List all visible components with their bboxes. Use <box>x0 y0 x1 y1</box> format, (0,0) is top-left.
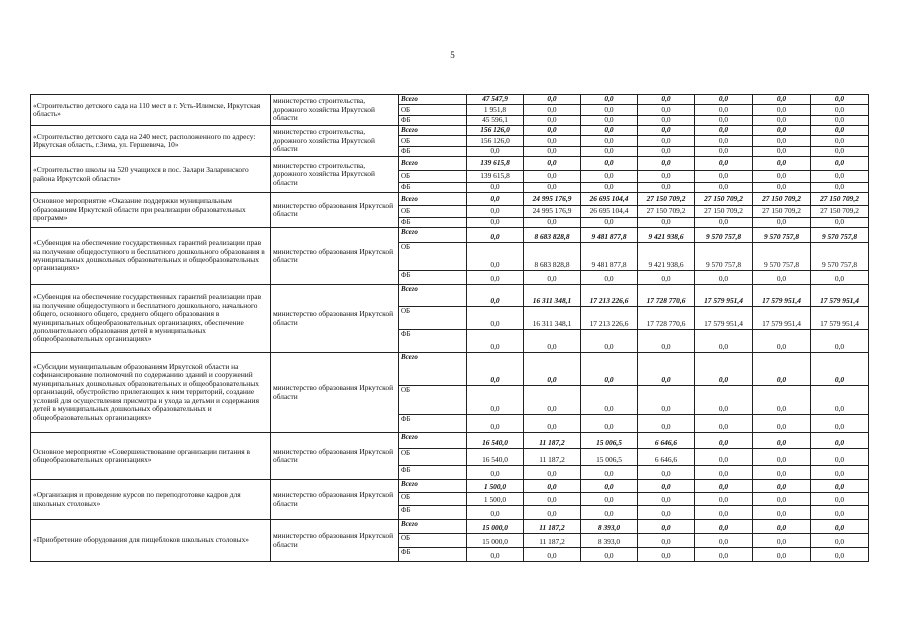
responsible-cell <box>271 520 399 562</box>
amount-cell: 0,0 <box>638 493 695 506</box>
measure-name: «Строительство детского сада на 240 мест, расположенного по адресу: Иркутская область, г.Зима, ул. Гершевича, 10» <box>33 131 256 149</box>
amount-cell: 0,0 <box>581 466 638 480</box>
funding-source: Всего <box>399 95 467 105</box>
amount-cell: 0,0 <box>524 386 581 415</box>
amount-cell: 26 695 104,4 <box>581 206 638 218</box>
amount-cell: 139 615,8 <box>467 157 524 171</box>
amount-cell: 17 579 951,4 <box>753 307 811 330</box>
amount-cell: 0,0 <box>695 415 753 433</box>
amount-cell: 0,0 <box>753 415 811 433</box>
amount-cell: 0,0 <box>811 480 869 493</box>
funding-source: ОБ <box>399 243 467 271</box>
amount-cell: 0,0 <box>695 353 753 386</box>
amount-cell: 0,0 <box>581 218 638 228</box>
responsible-executor: министерство образования Иркутской области <box>273 446 394 464</box>
amount-cell: 9 570 757,8 <box>753 228 811 243</box>
measure-name-cell <box>31 228 271 285</box>
amount-cell: 11 187,2 <box>524 534 581 548</box>
responsible-cell <box>271 433 399 480</box>
budget-table <box>30 94 869 562</box>
amount-cell: 0,0 <box>581 171 638 183</box>
funding-source: Всего <box>399 228 467 243</box>
table-row <box>31 520 869 534</box>
amount-cell: 0,0 <box>638 95 695 105</box>
amount-cell: 0,0 <box>695 386 753 415</box>
measure-name-cell <box>31 126 271 157</box>
measure-name: «Субвенция на обеспечение государственных гарантий реализации прав на получение общедоступного и бесплатного дошкольного образования в муниципальных дошкольных образовательных и общеобразовательных организациях» <box>33 238 265 273</box>
amount-cell: 6 646,6 <box>638 449 695 466</box>
funding-source: ОБ <box>399 136 467 147</box>
amount-cell: 16 540,0 <box>467 433 524 449</box>
amount-cell: 16 540,0 <box>467 449 524 466</box>
amount-cell: 0,0 <box>581 95 638 105</box>
amount-cell: 0,0 <box>524 466 581 480</box>
responsible-executor: министерство образования Иркутской области <box>273 246 394 264</box>
amount-cell: 0,0 <box>811 548 869 562</box>
amount-cell: 0,0 <box>581 183 638 193</box>
funding-source: ФБ <box>399 116 467 126</box>
amount-cell: 17 728 770,6 <box>638 285 695 307</box>
responsible-cell <box>271 193 399 228</box>
amount-cell: 8 683 828,8 <box>524 243 581 271</box>
table-row <box>31 480 869 493</box>
amount-cell: 15 000,0 <box>467 534 524 548</box>
amount-cell: 0,0 <box>638 105 695 116</box>
amount-cell: 0,0 <box>638 534 695 548</box>
amount-cell: 0,0 <box>638 480 695 493</box>
measure-name-cell <box>31 433 271 480</box>
amount-cell: 0,0 <box>524 548 581 562</box>
funding-source: Всего <box>399 126 467 136</box>
amount-cell: 17 579 951,4 <box>811 307 869 330</box>
amount-cell: 0,0 <box>467 193 524 206</box>
amount-cell: 0,0 <box>811 433 869 449</box>
amount-cell: 0,0 <box>753 105 811 116</box>
amount-cell: 0,0 <box>695 534 753 548</box>
funding-source: ФБ <box>399 466 467 480</box>
amount-cell: 0,0 <box>811 506 869 520</box>
table-row <box>31 433 869 449</box>
funding-source: ОБ <box>399 105 467 116</box>
amount-cell: 0,0 <box>467 466 524 480</box>
amount-cell: 0,0 <box>753 116 811 126</box>
amount-cell: 11 187,2 <box>524 520 581 534</box>
amount-cell: 9 481 877,8 <box>581 243 638 271</box>
funding-source: ОБ <box>399 386 467 415</box>
amount-cell: 8 683 828,8 <box>524 228 581 243</box>
amount-cell: 0,0 <box>467 353 524 386</box>
amount-cell: 0,0 <box>695 493 753 506</box>
amount-cell: 11 187,2 <box>524 449 581 466</box>
amount-cell: 0,0 <box>467 506 524 520</box>
amount-cell: 0,0 <box>811 353 869 386</box>
amount-cell: 0,0 <box>695 218 753 228</box>
amount-cell: 0,0 <box>753 171 811 183</box>
amount-cell: 156 126,0 <box>467 136 524 147</box>
measure-name-cell <box>31 157 271 193</box>
measure-name: «Приобретение оборудования для пищеблоков школьных столовых» <box>33 535 249 545</box>
amount-cell: 0,0 <box>524 105 581 116</box>
amount-cell: 0,0 <box>524 480 581 493</box>
amount-cell: 0,0 <box>581 330 638 353</box>
amount-cell: 0,0 <box>467 147 524 157</box>
amount-cell: 0,0 <box>811 126 869 136</box>
amount-cell: 0,0 <box>581 116 638 126</box>
amount-cell: 11 187,2 <box>524 433 581 449</box>
amount-cell: 0,0 <box>695 171 753 183</box>
amount-cell: 0,0 <box>467 307 524 330</box>
funding-source: ОБ <box>399 171 467 183</box>
funding-source: ФБ <box>399 271 467 285</box>
amount-cell: 0,0 <box>581 105 638 116</box>
amount-cell: 0,0 <box>638 415 695 433</box>
amount-cell: 47 547,9 <box>467 95 524 105</box>
amount-cell: 0,0 <box>811 271 869 285</box>
funding-source: Всего <box>399 157 467 171</box>
amount-cell: 0,0 <box>467 218 524 228</box>
amount-cell: 0,0 <box>638 126 695 136</box>
responsible-executor: министерство образования Иркутской области <box>273 531 394 549</box>
amount-cell: 0,0 <box>524 353 581 386</box>
measure-name: «Строительство детского сада на 110 мест в г. Усть-Илимске, Иркутская область» <box>33 100 261 118</box>
funding-source: Всего <box>399 353 467 386</box>
amount-cell: 0,0 <box>753 466 811 480</box>
amount-cell: 0,0 <box>581 386 638 415</box>
measure-name-cell <box>31 520 271 562</box>
amount-cell: 0,0 <box>753 493 811 506</box>
amount-cell: 0,0 <box>753 95 811 105</box>
amount-cell: 0,0 <box>753 433 811 449</box>
amount-cell: 0,0 <box>524 95 581 105</box>
amount-cell: 0,0 <box>638 147 695 157</box>
amount-cell: 0,0 <box>524 183 581 193</box>
funding-source: ОБ <box>399 534 467 548</box>
amount-cell: 0,0 <box>695 548 753 562</box>
amount-cell: 0,0 <box>695 271 753 285</box>
amount-cell: 0,0 <box>638 271 695 285</box>
amount-cell: 0,0 <box>695 433 753 449</box>
responsible-executor: министерство образования Иркутской области <box>273 383 394 401</box>
amount-cell: 17 213 226,6 <box>581 285 638 307</box>
amount-cell: 0,0 <box>467 386 524 415</box>
measure-name-cell <box>31 193 271 228</box>
responsible-cell <box>271 126 399 157</box>
amount-cell: 9 570 757,8 <box>753 243 811 271</box>
amount-cell: 0,0 <box>811 534 869 548</box>
amount-cell: 27 150 709,2 <box>695 193 753 206</box>
amount-cell: 27 150 709,2 <box>638 193 695 206</box>
amount-cell: 0,0 <box>695 449 753 466</box>
amount-cell: 0,0 <box>811 330 869 353</box>
amount-cell: 0,0 <box>753 353 811 386</box>
amount-cell: 0,0 <box>524 126 581 136</box>
responsible-cell <box>271 285 399 353</box>
amount-cell: 0,0 <box>695 116 753 126</box>
funding-source: ОБ <box>399 493 467 506</box>
amount-cell: 0,0 <box>638 116 695 126</box>
amount-cell: 0,0 <box>695 480 753 493</box>
measure-name-cell <box>31 285 271 353</box>
responsible-cell <box>271 480 399 520</box>
amount-cell: 0,0 <box>811 95 869 105</box>
amount-cell: 16 311 348,1 <box>524 285 581 307</box>
amount-cell: 0,0 <box>524 157 581 171</box>
amount-cell: 0,0 <box>467 271 524 285</box>
amount-cell: 0,0 <box>811 116 869 126</box>
amount-cell: 0,0 <box>753 520 811 534</box>
funding-source: Всего <box>399 285 467 307</box>
measure-name-cell <box>31 95 271 126</box>
amount-cell: 27 150 709,2 <box>753 206 811 218</box>
measure-name: «Организация и проведение курсов по переподготовке кадров для школьных столовых» <box>33 490 241 508</box>
amount-cell: 9 421 938,6 <box>638 228 695 243</box>
amount-cell: 27 150 709,2 <box>753 193 811 206</box>
amount-cell: 27 150 709,2 <box>811 193 869 206</box>
amount-cell: 0,0 <box>811 147 869 157</box>
amount-cell: 0,0 <box>581 415 638 433</box>
amount-cell: 0,0 <box>638 183 695 193</box>
amount-cell: 0,0 <box>695 136 753 147</box>
amount-cell: 0,0 <box>753 136 811 147</box>
amount-cell: 0,0 <box>695 520 753 534</box>
amount-cell: 0,0 <box>638 506 695 520</box>
amount-cell: 0,0 <box>524 171 581 183</box>
table-row <box>31 126 869 136</box>
measure-name: Основное мероприятие «Оказание поддержки муниципальным образованиям Иркутской области при реализации образовательных программ» <box>33 196 246 223</box>
amount-cell: 0,0 <box>811 520 869 534</box>
table-row <box>31 157 869 171</box>
funding-source: ФБ <box>399 218 467 228</box>
amount-cell: 0,0 <box>811 493 869 506</box>
amount-cell: 0,0 <box>811 157 869 171</box>
amount-cell: 0,0 <box>638 466 695 480</box>
amount-cell: 8 393,0 <box>581 520 638 534</box>
funding-source: ОБ <box>399 307 467 330</box>
amount-cell: 0,0 <box>753 386 811 415</box>
amount-cell: 0,0 <box>467 228 524 243</box>
amount-cell: 0,0 <box>581 480 638 493</box>
amount-cell: 1 951,8 <box>467 105 524 116</box>
amount-cell: 9 570 757,8 <box>695 228 753 243</box>
amount-cell: 0,0 <box>753 183 811 193</box>
amount-cell: 0,0 <box>524 415 581 433</box>
amount-cell: 24 995 176,9 <box>524 193 581 206</box>
amount-cell: 17 579 951,4 <box>753 285 811 307</box>
amount-cell: 24 995 176,9 <box>524 206 581 218</box>
amount-cell: 9 570 757,8 <box>695 243 753 271</box>
amount-cell: 17 579 951,4 <box>695 285 753 307</box>
funding-source: ФБ <box>399 330 467 353</box>
funding-source: ФБ <box>399 548 467 562</box>
amount-cell: 0,0 <box>695 126 753 136</box>
amount-cell: 0,0 <box>581 548 638 562</box>
amount-cell: 0,0 <box>811 449 869 466</box>
amount-cell: 0,0 <box>695 183 753 193</box>
amount-cell: 17 213 226,6 <box>581 307 638 330</box>
measure-name-cell <box>31 480 271 520</box>
amount-cell: 0,0 <box>811 386 869 415</box>
amount-cell: 9 421 938,6 <box>638 243 695 271</box>
amount-cell: 0,0 <box>524 218 581 228</box>
amount-cell: 0,0 <box>638 171 695 183</box>
funding-source: ФБ <box>399 183 467 193</box>
amount-cell: 0,0 <box>581 126 638 136</box>
responsible-cell <box>271 353 399 433</box>
funding-source: ОБ <box>399 206 467 218</box>
amount-cell: 0,0 <box>524 330 581 353</box>
amount-cell: 0,0 <box>581 493 638 506</box>
measure-name: Основное мероприятие «Совершенствование организации питания в общеобразовательных организациях» <box>33 446 250 464</box>
amount-cell: 0,0 <box>524 271 581 285</box>
amount-cell: 9 481 877,8 <box>581 228 638 243</box>
amount-cell: 0,0 <box>581 136 638 147</box>
amount-cell: 0,0 <box>581 353 638 386</box>
amount-cell: 0,0 <box>811 171 869 183</box>
amount-cell: 8 393,0 <box>581 534 638 548</box>
amount-cell: 27 150 709,2 <box>695 206 753 218</box>
amount-cell: 0,0 <box>638 136 695 147</box>
responsible-executor: министерство образования Иркутской области <box>273 200 394 218</box>
amount-cell: 0,0 <box>581 506 638 520</box>
funding-source: Всего <box>399 520 467 534</box>
amount-cell: 0,0 <box>753 218 811 228</box>
amount-cell: 0,0 <box>753 330 811 353</box>
amount-cell: 0,0 <box>695 330 753 353</box>
responsible-executor: министерство строительства, дорожного хозяйства Иркутской области <box>273 96 375 123</box>
amount-cell: 0,0 <box>467 285 524 307</box>
amount-cell: 0,0 <box>753 534 811 548</box>
amount-cell: 0,0 <box>638 218 695 228</box>
amount-cell: 0,0 <box>811 466 869 480</box>
amount-cell: 0,0 <box>811 105 869 116</box>
amount-cell: 1 500,0 <box>467 480 524 493</box>
amount-cell: 0,0 <box>524 506 581 520</box>
amount-cell: 17 579 951,4 <box>695 307 753 330</box>
funding-source: ФБ <box>399 415 467 433</box>
amount-cell: 0,0 <box>581 157 638 171</box>
amount-cell: 0,0 <box>467 206 524 218</box>
amount-cell: 0,0 <box>638 353 695 386</box>
amount-cell: 6 646,6 <box>638 433 695 449</box>
amount-cell: 0,0 <box>638 157 695 171</box>
table-row <box>31 193 869 206</box>
amount-cell: 0,0 <box>753 157 811 171</box>
amount-cell: 0,0 <box>695 466 753 480</box>
amount-cell: 0,0 <box>695 95 753 105</box>
amount-cell: 1 500,0 <box>467 493 524 506</box>
amount-cell: 0,0 <box>467 415 524 433</box>
amount-cell: 0,0 <box>753 449 811 466</box>
amount-cell: 0,0 <box>638 386 695 415</box>
amount-cell: 0,0 <box>811 183 869 193</box>
amount-cell: 0,0 <box>695 506 753 520</box>
table-row <box>31 285 869 307</box>
amount-cell: 0,0 <box>467 243 524 271</box>
amount-cell: 0,0 <box>753 506 811 520</box>
measure-name-cell <box>31 353 271 433</box>
funding-source: Всего <box>399 433 467 449</box>
amount-cell: 0,0 <box>524 116 581 126</box>
amount-cell: 0,0 <box>467 183 524 193</box>
amount-cell: 27 150 709,2 <box>811 206 869 218</box>
amount-cell: 15 000,0 <box>467 520 524 534</box>
amount-cell: 0,0 <box>753 147 811 157</box>
amount-cell: 15 006,5 <box>581 449 638 466</box>
funding-source: ФБ <box>399 506 467 520</box>
funding-source: Всего <box>399 480 467 493</box>
amount-cell: 17 579 951,4 <box>811 285 869 307</box>
amount-cell: 26 695 104,4 <box>581 193 638 206</box>
funding-source: ФБ <box>399 147 467 157</box>
responsible-cell <box>271 95 399 126</box>
table-row <box>31 228 869 243</box>
amount-cell: 0,0 <box>524 136 581 147</box>
amount-cell: 45 596,1 <box>467 116 524 126</box>
amount-cell: 0,0 <box>811 218 869 228</box>
amount-cell: 0,0 <box>753 480 811 493</box>
amount-cell: 0,0 <box>638 548 695 562</box>
amount-cell: 0,0 <box>753 271 811 285</box>
amount-cell: 0,0 <box>695 105 753 116</box>
amount-cell: 16 311 348,1 <box>524 307 581 330</box>
amount-cell: 0,0 <box>753 548 811 562</box>
amount-cell: 0,0 <box>638 520 695 534</box>
amount-cell: 0,0 <box>811 415 869 433</box>
amount-cell: 9 570 757,8 <box>811 228 869 243</box>
amount-cell: 27 150 709,2 <box>638 206 695 218</box>
budget-table-body <box>31 95 869 562</box>
amount-cell: 0,0 <box>581 147 638 157</box>
funding-source: Всего <box>399 193 467 206</box>
amount-cell: 0,0 <box>638 330 695 353</box>
responsible-executor: министерство образования Иркутской области <box>273 490 394 508</box>
measure-name: «Строительство школы на 520 учащихся в пос. Залари Заларинского района Иркутской области» <box>33 165 249 183</box>
amount-cell: 0,0 <box>753 126 811 136</box>
responsible-cell <box>271 228 399 285</box>
amount-cell: 9 570 757,8 <box>811 243 869 271</box>
amount-cell: 17 728 770,6 <box>638 307 695 330</box>
amount-cell: 0,0 <box>467 548 524 562</box>
page-number: 5 <box>450 50 455 60</box>
table-row <box>31 95 869 105</box>
measure-name: «Субвенция на обеспечение государственных гарантий реализации прав на получение общедоступного и бесплатного дошкольного, начального общего, основного общего, среднего общего образования в муниципальных общеобразовательных организациях, обеспечение дополнительного образования детей в муниципальных общеобразовательных организациях» <box>33 292 262 344</box>
amount-cell: 15 006,5 <box>581 433 638 449</box>
responsible-cell <box>271 157 399 193</box>
amount-cell: 0,0 <box>695 147 753 157</box>
funding-source: ОБ <box>399 449 467 466</box>
responsible-executor: министерство строительства, дорожного хозяйства Иркутской области <box>273 160 375 187</box>
table-row <box>31 353 869 386</box>
amount-cell: 0,0 <box>581 271 638 285</box>
amount-cell: 156 126,0 <box>467 126 524 136</box>
measure-name: «Субсидии муниципальным образованиям Иркутской области на софинансирование полномочий по содержанию зданий и сооружений муниципальных дошкольных образовательных и общеобразовательных организаций, обустройство прилегающих к ним территорий, создание условий для осуществления присмотра и ухода за детьми и содержания детей в муниципальных дошкольных образовательных и общеобразовательных организациях» <box>33 362 259 422</box>
amount-cell: 0,0 <box>524 147 581 157</box>
amount-cell: 0,0 <box>467 330 524 353</box>
amount-cell: 0,0 <box>524 493 581 506</box>
amount-cell: 139 615,8 <box>467 171 524 183</box>
responsible-executor: министерство строительства, дорожного хозяйства Иркутской области <box>273 127 375 154</box>
responsible-executor: министерство образования Иркутской области <box>273 309 394 327</box>
amount-cell: 0,0 <box>695 157 753 171</box>
amount-cell: 0,0 <box>811 136 869 147</box>
